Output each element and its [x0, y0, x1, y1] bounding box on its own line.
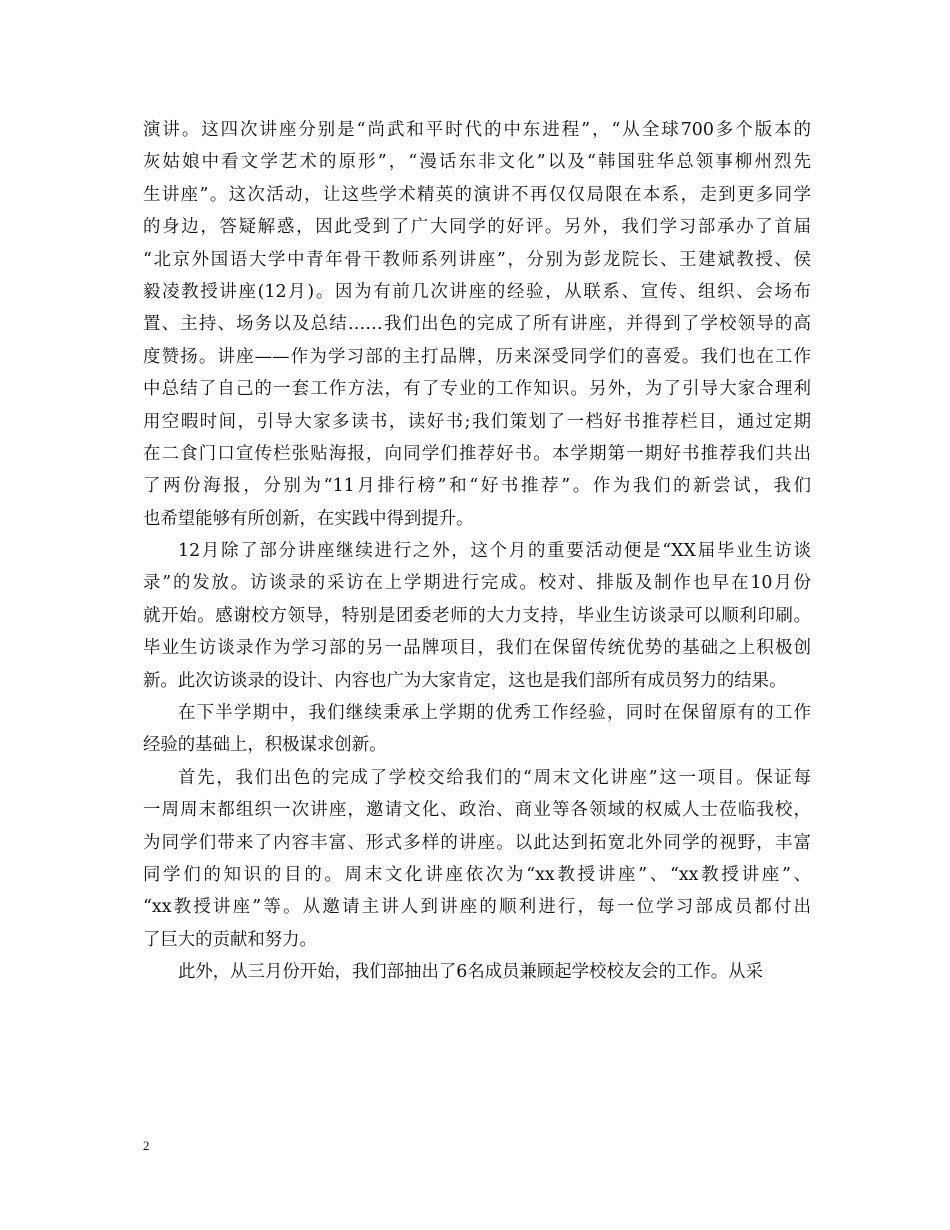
text-line: 在二食门口宣传栏张贴海报，向同学们推荐好书。本学期第一期好书推荐我们共出 — [143, 443, 811, 464]
text-line: 也希望能够有所创新，在实践中得到提升。 — [143, 508, 474, 529]
text-line: 此外，从三月份开始，我们部抽出了6名成员兼顾起学校校友会的工作。从采 — [178, 962, 763, 983]
text-line: 了两份海报，分别为“11月排行榜”和“好书推荐”。作为我们的新尝试，我们 — [143, 476, 811, 497]
text-line: 演讲。这四次讲座分别是“尚武和平时代的中东进程”，“从全球700多个版本的 — [143, 120, 811, 140]
text-line: 生讲座”。这次活动，让这些学术精英的演讲不再仅仅局限在本系，走到更多同学 — [143, 184, 811, 205]
text-line: “北京外国语大学中青年骨干教师系列讲座”，分别为彭龙院长、王建斌教授、侯 — [143, 249, 811, 270]
paragraph — [143, 697, 811, 762]
text-line: 就开始。感谢校方领导，特别是团委老师的大力支持，毕业生访谈录可以顺利印刷。 — [143, 605, 811, 626]
paragraph — [143, 114, 811, 535]
document-body — [143, 114, 811, 989]
text-line: “xx教授讲座”等。从邀请主讲人到讲座的顺利进行，每一位学习部成员都付出 — [143, 897, 811, 918]
paragraph — [143, 535, 811, 697]
text-line: 了巨大的贡献和努力。 — [143, 929, 317, 950]
text-line: 录”的发放。访谈录的采访在上学期进行完成。校对、排版及制作也早在10月份 — [143, 573, 811, 594]
text-line: 毕业生访谈录作为学习部的另一品牌项目，我们在保留传统优势的基础之上积极创 — [143, 638, 811, 659]
text-line: 灰姑娘中看文学艺术的原形”，“漫话东非文化”以及“韩国驻华总领事柳州烈先 — [143, 152, 811, 173]
text-line: 新。此次访谈录的设计、内容也广为大家肯定，这也是我们部所有成员努力的结果。 — [143, 670, 787, 691]
text-line: 首先，我们出色的完成了学校交给我们的“周末文化讲座”这一项目。保证每 — [178, 767, 811, 788]
text-line: 为同学们带来了内容丰富、形式多样的讲座。以此达到拓宽北外同学的视野，丰富 — [143, 832, 811, 853]
text-line: 置、主持、场务以及总结……我们出色的完成了所有讲座，并得到了学校领导的高 — [143, 314, 811, 335]
text-line: 一周周末都组织一次讲座，邀请文化、政治、商业等各领域的权威人士莅临我校， — [143, 800, 811, 821]
page-number: 2 — [143, 1138, 150, 1153]
text-line: 在下半学期中，我们继续秉承上学期的优秀工作经验，同时在保留原有的工作 — [178, 703, 811, 724]
text-line: 的身边，答疑解惑，因此受到了广大同学的好评。另外，我们学习部承办了首届 — [143, 217, 811, 238]
paragraph — [143, 762, 811, 956]
text-line: 12月除了部分讲座继续进行之外，这个月的重要活动便是“XX届毕业生访谈 — [178, 541, 811, 562]
text-line: 毅凌教授讲座(12月)。因为有前几次讲座的经验，从联系、宣传、组织、会场布 — [143, 281, 811, 302]
text-line: 经验的基础上，积极谋求创新。 — [143, 735, 387, 756]
text-line: 同学们的知识的目的。周末文化讲座依次为“xx教授讲座”、“xx教授讲座”、 — [143, 864, 811, 885]
paragraph — [143, 956, 811, 988]
text-line: 度赞扬。讲座——作为学习部的主打品牌，历来深受同学们的喜爱。我们也在工作 — [143, 346, 811, 367]
text-line: 用空暇时间，引导大家多读书，读好书;我们策划了一档好书推荐栏目，通过定期 — [143, 411, 811, 432]
text-line: 中总结了自己的一套工作方法，有了专业的工作知识。另外，为了引导大家合理利 — [143, 379, 811, 400]
